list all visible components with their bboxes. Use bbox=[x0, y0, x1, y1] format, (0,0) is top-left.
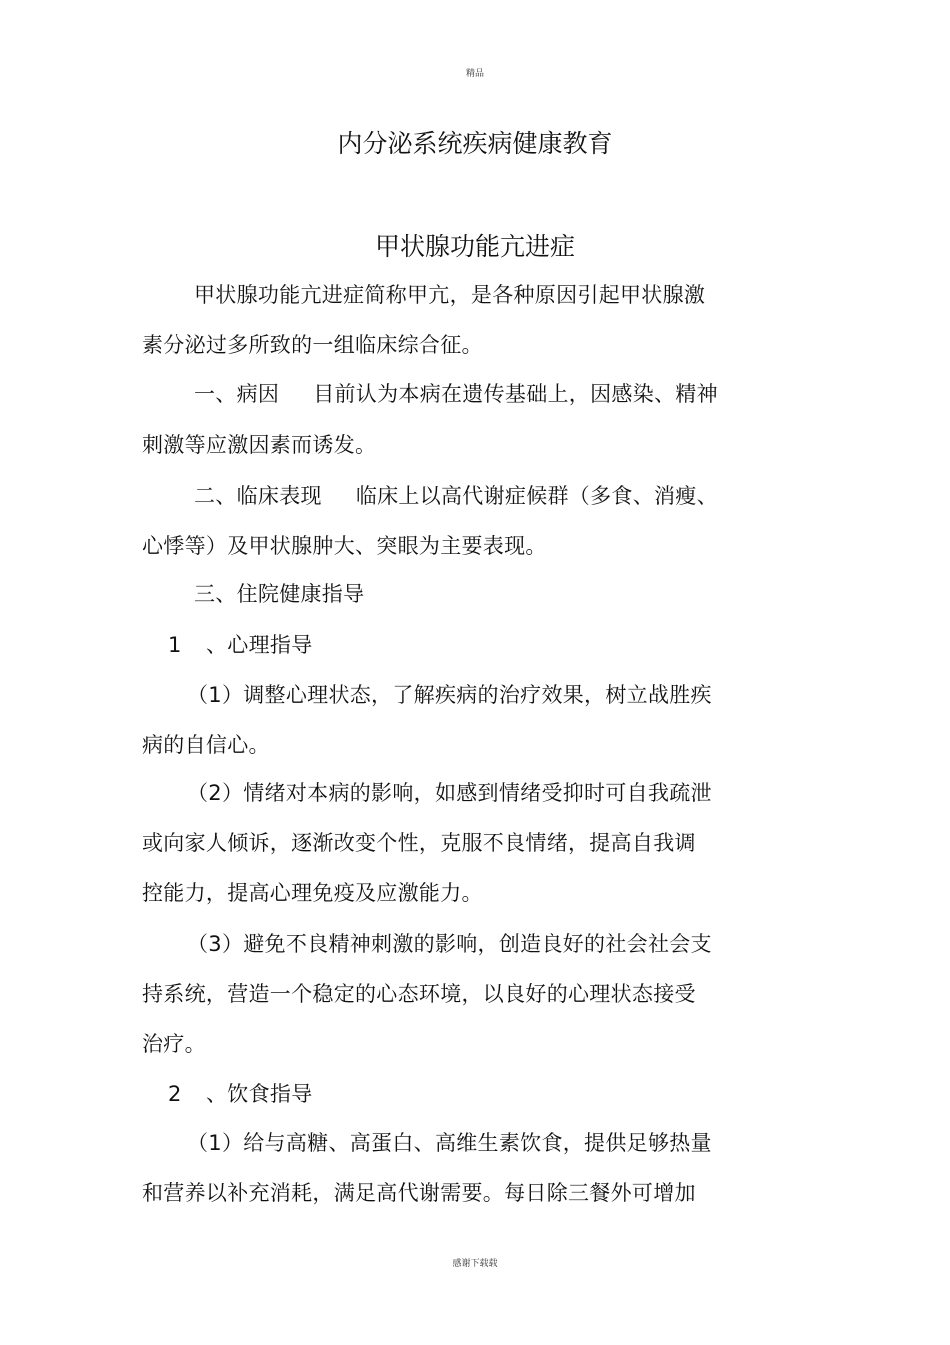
diet-p1-line-2: 和营养以补充消耗，满足高代谢需要。每日除三餐外可增加 bbox=[142, 1181, 696, 1205]
document-title: 内分泌系统疾病健康教育 bbox=[337, 129, 613, 158]
psych-p3-line-1: （3）避免不良精神刺激的影响，创造良好的社会社会支 bbox=[187, 932, 712, 956]
psych-p3-line-2: 持系统，营造一个稳定的心态环境，以良好的心理状态接受 bbox=[142, 982, 696, 1006]
psych-p2-line-2: 或向家人倾诉，逐渐改变个性，克服不良情绪，提高自我调 bbox=[142, 831, 696, 855]
cause-label: 一、病因 bbox=[194, 382, 280, 406]
diet-p1-line-1: （1）给与高糖、高蛋白、高维生素饮食，提供足够热量 bbox=[187, 1131, 712, 1155]
clinical-label: 二、临床表现 bbox=[194, 484, 322, 508]
psych-p3-line-3: 治疗。 bbox=[142, 1032, 206, 1056]
psych-p1-line-1: （1）调整心理状态，了解疾病的治疗效果，树立战胜疾 bbox=[187, 683, 712, 707]
psych-number: 1 bbox=[168, 633, 182, 657]
intro-line-1: 甲状腺功能亢进症简称甲亢，是各种原因引起甲状腺激 bbox=[194, 283, 706, 307]
cause-line-2: 刺激等应激因素而诱发。 bbox=[142, 433, 377, 457]
page-footer: 感谢下载载 bbox=[452, 1259, 498, 1269]
psych-heading bbox=[168, 629, 313, 659]
clinical-line-2: 心悸等）及甲状腺肿大、突眼为主要表现。 bbox=[142, 534, 547, 558]
psych-p1-line-2: 病的自信心。 bbox=[142, 733, 270, 757]
cause-line-1 bbox=[194, 378, 718, 408]
diet-heading bbox=[168, 1078, 313, 1108]
section-title: 甲状腺功能亢进症 bbox=[374, 232, 575, 261]
clinical-text: 临床上以高代谢症候群（多食、消瘦、 bbox=[355, 484, 718, 508]
clinical-line-1 bbox=[194, 480, 718, 510]
diet-label: 、饮食指导 bbox=[206, 1082, 313, 1106]
psych-p2-line-3: 控能力，提高心理免疫及应激能力。 bbox=[142, 881, 483, 905]
cause-text: 目前认为本病在遗传基础上，因感染、精神 bbox=[313, 382, 718, 406]
guide-heading: 三、住院健康指导 bbox=[194, 582, 365, 606]
psych-p2-line-1: （2）情绪对本病的影响，如感到情绪受抑时可自我疏泄 bbox=[187, 781, 712, 805]
intro-line-2: 素分泌过多所致的一组临床综合征。 bbox=[142, 333, 483, 357]
psych-label: 、心理指导 bbox=[206, 633, 313, 657]
diet-number: 2 bbox=[168, 1082, 182, 1106]
page-header: 精品 bbox=[465, 69, 484, 79]
